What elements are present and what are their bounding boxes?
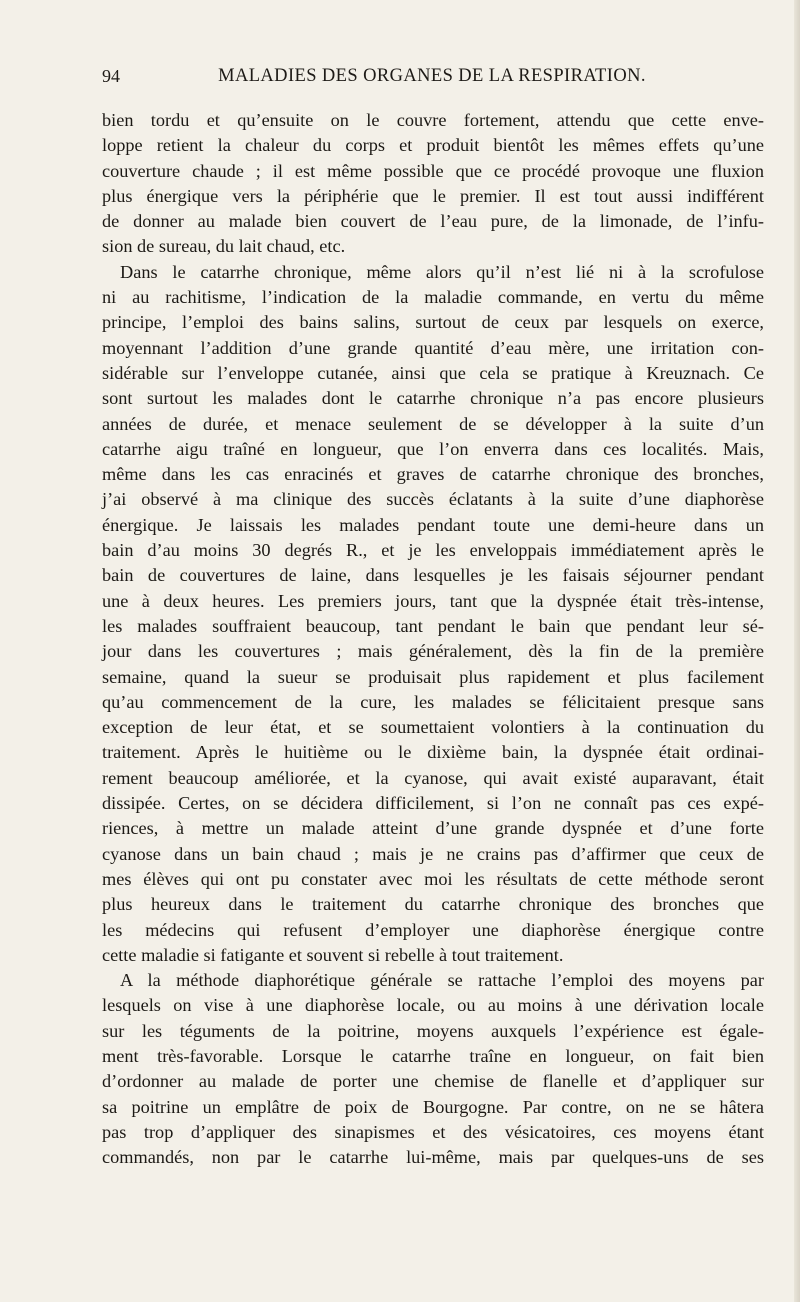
text-line: même dans les cas enracinés et graves de catarrhe chronique des bronches, <box>102 464 764 485</box>
text-line: rement beaucoup améliorée, et la cyanose, qui avait existé auparavant, était <box>102 767 764 788</box>
text-line: plus énergique vers la périphérie que le premier. Il est tout aussi indifférent <box>102 185 764 206</box>
text-line: commandés, non par le catarrhe lui-même, mais par quelques-uns de ses <box>102 1147 764 1168</box>
running-title: MALADIES DES ORGANES DE LA RESPIRATION. <box>218 66 646 86</box>
text-line: bien tordu et qu’ensuite on le couvre fortement, attendu que cette enve- <box>102 110 764 130</box>
page-number: 94 <box>102 66 120 86</box>
text-line: Dans le catarrhe chronique, même alors qu’il n’est lié ni à la scrofulose <box>120 261 764 282</box>
text-line: dissipée. Certes, on se décidera difficilement, si l’on ne connaît pas ces expé- <box>102 793 764 814</box>
text-line: bain d’au moins 30 degrés R., et je les enveloppais immédiatement après le <box>102 540 764 561</box>
text-line: moyennant l’addition d’une grande quantité d’eau mère, une irritation con- <box>102 337 764 358</box>
text-line: une à deux heures. Les premiers jours, tant que la dyspnée était très-intense, <box>102 590 764 611</box>
text-line: cyanose dans un bain chaud ; mais je ne crains pas d’affirmer que ceux de <box>102 843 764 864</box>
text-line: couverture chaude ; il est même possible que ce procédé provoque une fluxion <box>102 160 764 181</box>
text-line: d’ordonner au malade de porter une chemise de flanelle et d’appliquer sur <box>102 1071 764 1092</box>
text-line: sont surtout les malades dont le catarrhe chronique n’a pas encore plusieurs <box>102 388 764 409</box>
text-line: pas trop d’appliquer des sinapismes et des vésicatoires, ces moyens étant <box>102 1121 764 1142</box>
text-line: principe, l’emploi des bains salins, surtout de ceux par lesquels on exerce, <box>102 312 764 333</box>
text-line: années de durée, et menace seulement de se développer à la suite d’un <box>102 413 764 434</box>
text-line: A la méthode diaphorétique générale se rattache l’emploi des moyens par <box>120 970 764 991</box>
text-line: catarrhe aigu traîné en longueur, que l’on enverra dans ces localités. Mais, <box>102 438 764 459</box>
text-line: sidérable sur l’enveloppe cutanée, ainsi que cela se pratique à Kreuznach. Ce <box>102 362 764 383</box>
text-line: traitement. Après le huitième ou le dixième bain, la dyspnée était ordinai- <box>102 742 764 763</box>
text-line: ment très-favorable. Lorsque le catarrhe traîne en longueur, on fait bien <box>102 1045 764 1066</box>
text-line: sion de sureau, du lait chaud, etc. <box>102 236 346 257</box>
text-line: bain de couvertures de laine, dans lesquelles je les faisais séjourner pendant <box>102 565 764 586</box>
text-line: riences, à mettre un malade atteint d’une grande dyspnée et d’une forte <box>102 818 764 839</box>
text-line: semaine, quand la sueur se produisait plus rapidement et plus facilement <box>102 666 764 687</box>
text-line: sur les téguments de la poitrine, moyens auxquels l’expérience est égale- <box>102 1020 764 1041</box>
body-text <box>102 108 764 1170</box>
text-line: sa poitrine un emplâtre de poix de Bourgogne. Par contre, on ne se hâtera <box>102 1096 764 1117</box>
text-line: loppe retient la chaleur du corps et produit bientôt les mêmes effets qu’une <box>102 135 764 156</box>
text-line: ni au rachitisme, l’indication de la maladie commande, en vertu du même <box>102 287 764 308</box>
text-line: qu’au commencement de la cure, les malades se félicitaient presque sans <box>102 691 764 712</box>
page-header <box>102 66 762 92</box>
text-line: exception de leur état, et se soumettaient volontiers à la continuation du <box>102 717 764 738</box>
text-line: de donner au malade bien couvert de l’eau pure, de la limonade, de l’infu- <box>102 211 764 232</box>
text-line: jour dans les couvertures ; mais généralement, dès la fin de la première <box>102 641 764 662</box>
text-line: énergique. Je laissais les malades pendant toute une demi-heure dans un <box>102 514 764 535</box>
text-line: j’ai observé à ma clinique des succès éclatants à la suite d’une diaphorèse <box>102 489 764 510</box>
text-line: plus heureux dans le traitement du catarrhe chronique des bronches que <box>102 894 764 915</box>
text-line: lesquels on vise à une diaphorèse locale, ou au moins à une dérivation locale <box>102 995 764 1016</box>
text-line: cette maladie si fatigante et souvent si rebelle à tout traitement. <box>102 944 564 965</box>
text-line: les médecins qui refusent d’employer une diaphorèse énergique contre <box>102 919 764 940</box>
text-line: les malades souffraient beaucoup, tant pendant le bain que pendant leur sé- <box>102 615 764 636</box>
text-line: mes élèves qui ont pu constater avec moi les résultats de cette méthode seront <box>102 868 764 889</box>
page-edge <box>794 0 800 1302</box>
